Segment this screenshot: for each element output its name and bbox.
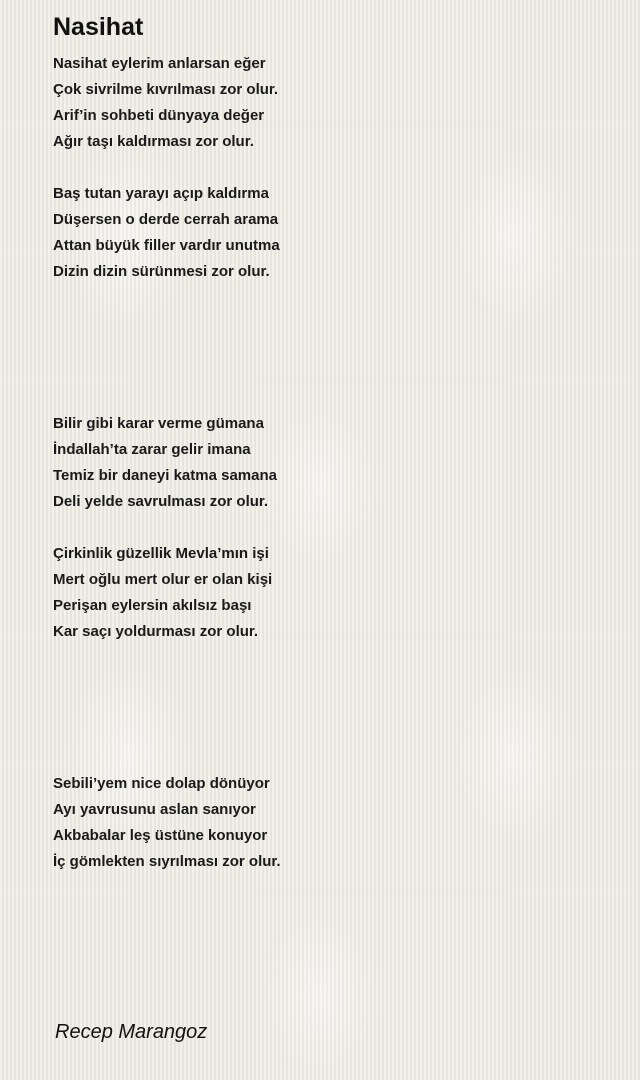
poem-line: Baş tutan yarayı açıp kaldırma <box>53 185 269 202</box>
poem-line: İç gömlekten sıyrılması zor olur. <box>53 853 281 870</box>
poem-line: İndallah’ta zarar gelir imana <box>53 441 251 458</box>
poem-line: Attan büyük filler vardır unutma <box>53 237 280 254</box>
poem-line: Perişan eylersin akılsız başı <box>53 597 252 614</box>
stanza-2 <box>53 181 280 285</box>
poem-line: Kar saçı yoldurması zor olur. <box>53 623 259 640</box>
poem-author: Recep Marangoz <box>55 1021 208 1043</box>
poem-line: Temiz bir daneyi katma samana <box>53 467 277 484</box>
stanza-3 <box>53 411 277 515</box>
poem-line: Ağır taşı kaldırması zor olur. <box>53 133 254 150</box>
poem-line: Dizin dizin sürünmesi zor olur. <box>53 263 270 280</box>
stanza-5 <box>53 771 281 875</box>
poem-line: Sebili’yem nice dolap dönüyor <box>53 775 270 792</box>
stanza-1 <box>53 51 278 155</box>
poem-line: Mert oğlu mert olur er olan kişi <box>53 571 273 588</box>
poem-line: Çok sivrilme kıvrılması zor olur. <box>53 81 279 98</box>
poem-line: Nasihat eylerim anlarsan eğer <box>53 55 266 72</box>
stanza-4 <box>53 541 272 645</box>
poem-line: Arif’in sohbeti dünyaya değer <box>53 107 265 124</box>
poem-line: Bilir gibi karar verme gümana <box>53 415 264 432</box>
poem-line: Düşersen o derde cerrah arama <box>53 211 279 228</box>
poem-line: Çirkinlik güzellik Mevla’mın işi <box>53 545 269 562</box>
poem-line: Deli yelde savrulması zor olur. <box>53 493 269 510</box>
poem-title: Nasihat <box>53 13 144 41</box>
poem-line: Akbabalar leş üstüne konuyor <box>53 827 268 844</box>
poem-line: Ayı yavrusunu aslan sanıyor <box>53 801 256 818</box>
